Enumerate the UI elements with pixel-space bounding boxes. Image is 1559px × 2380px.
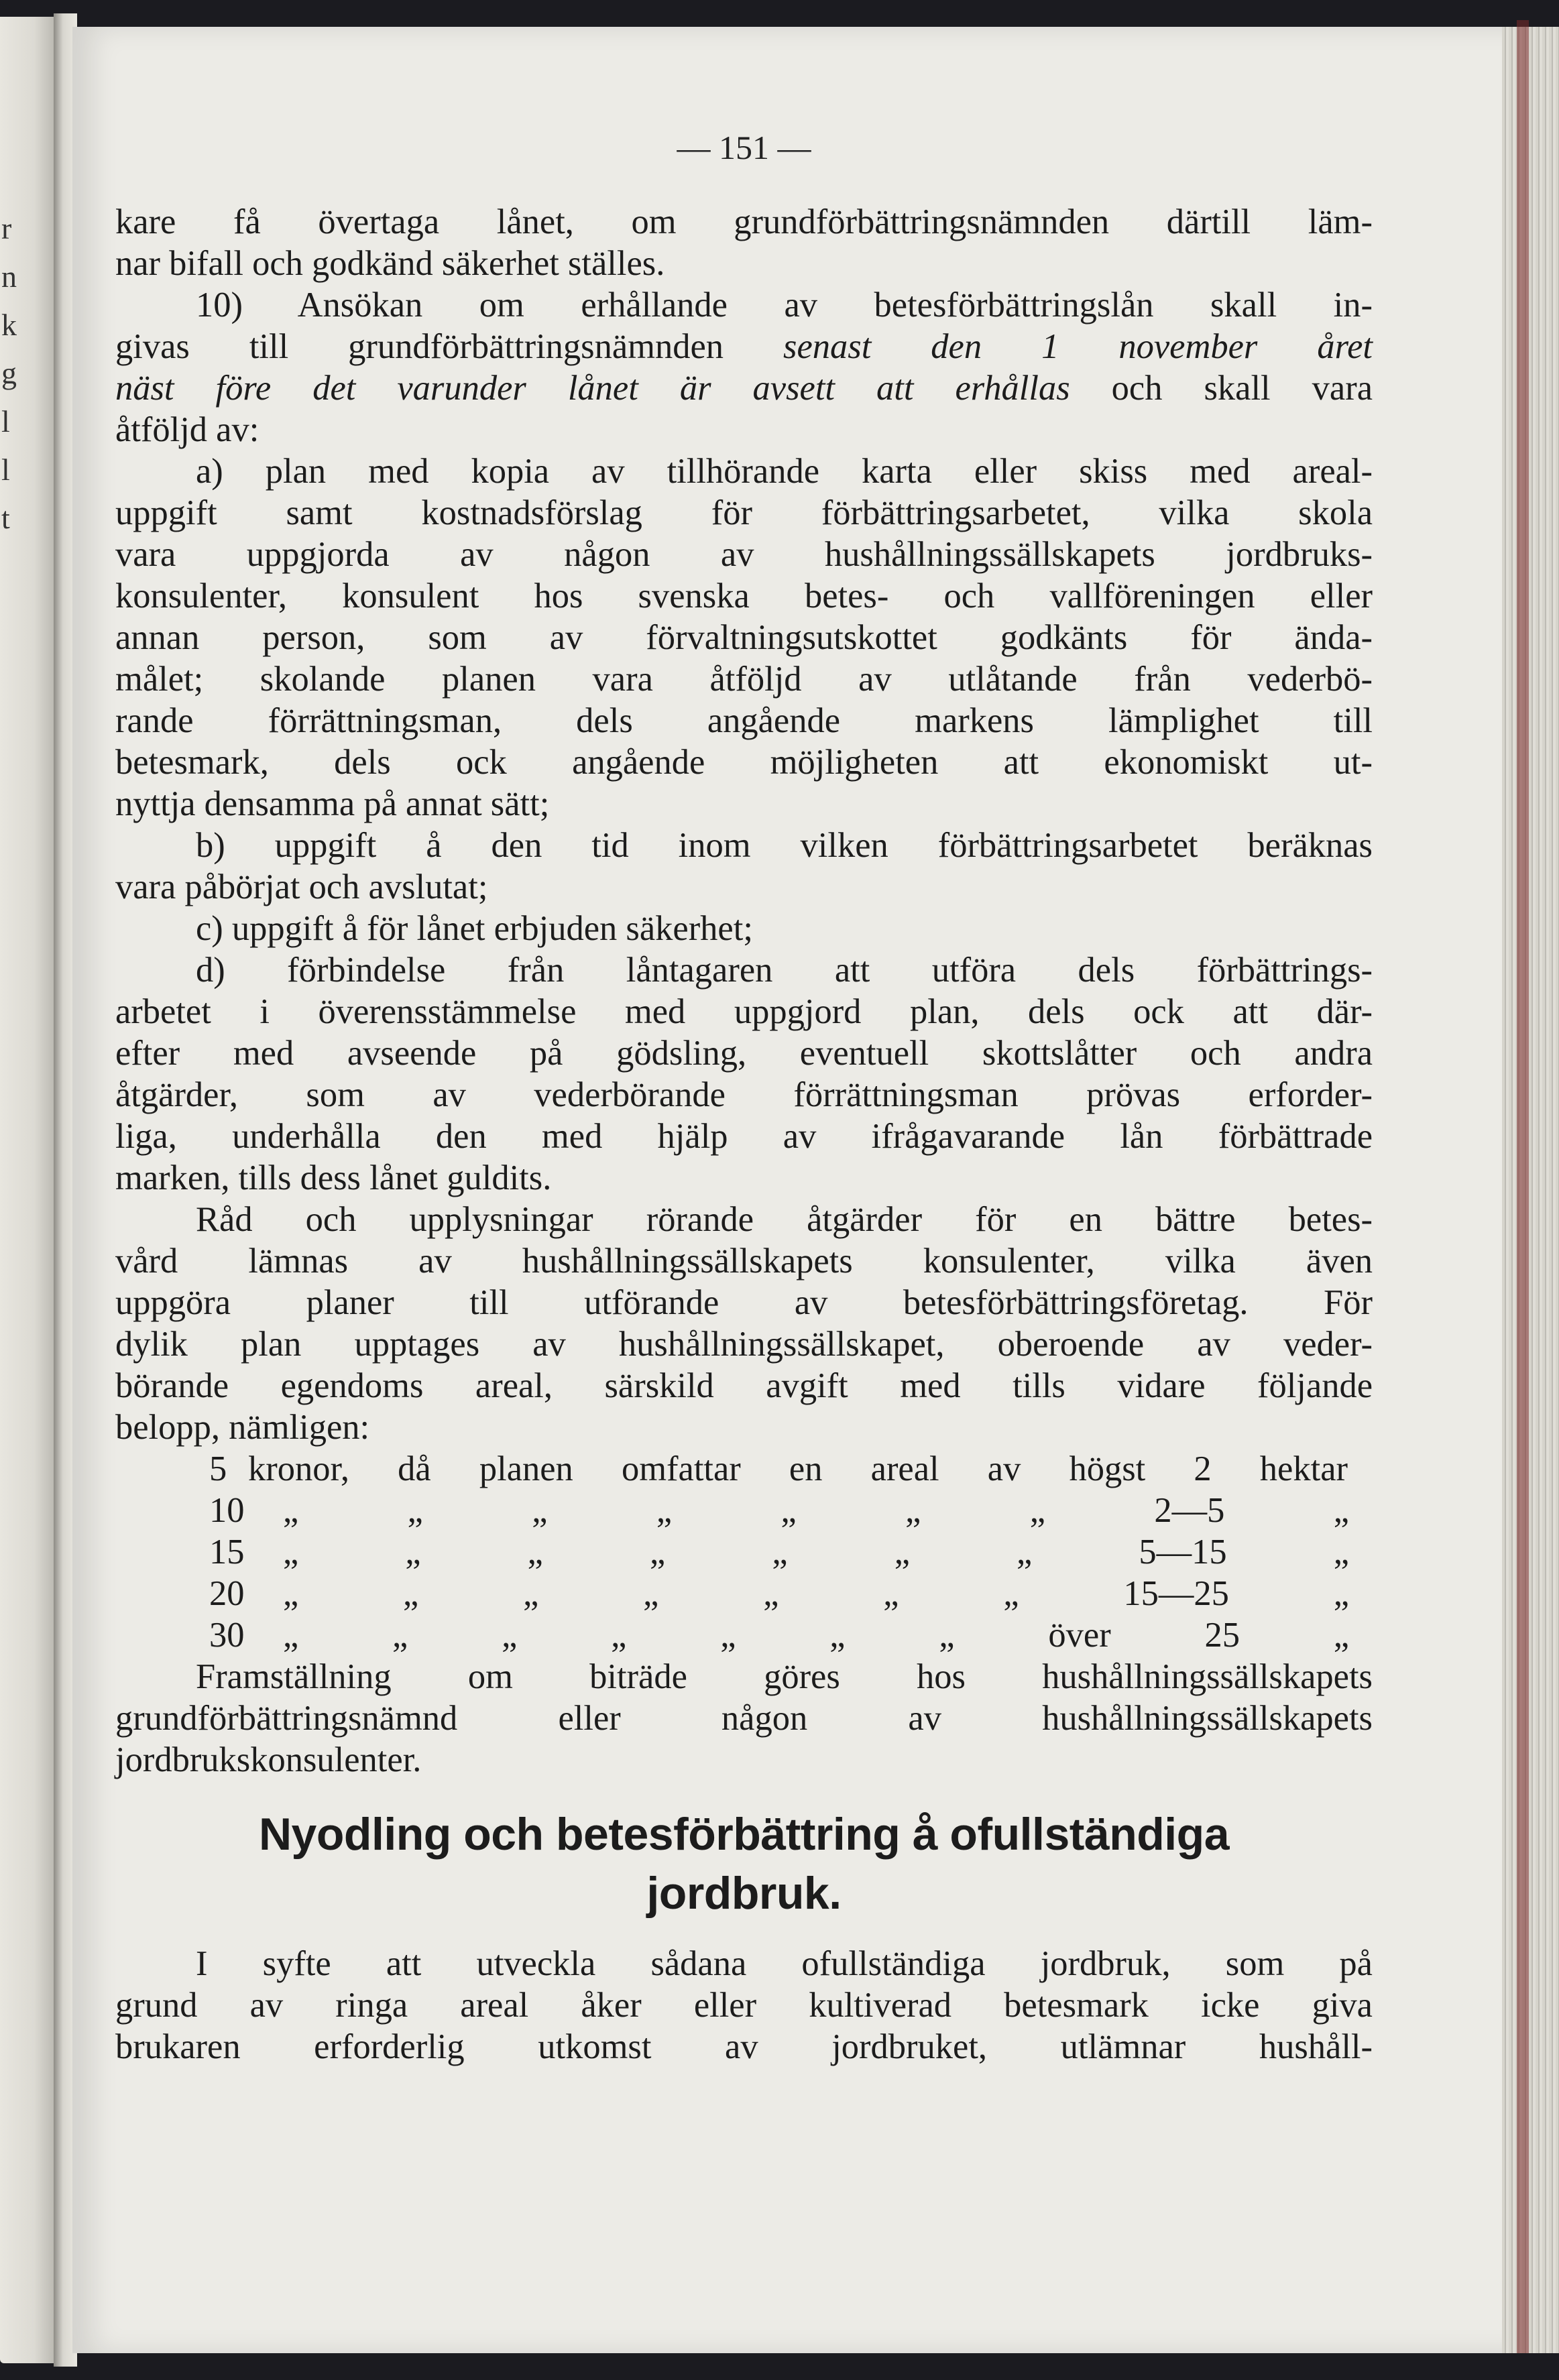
binding-cover-edge <box>1517 20 1529 2353</box>
fee-row <box>209 1490 1403 1531</box>
margin-letter: k <box>1 308 17 342</box>
text-line: nar bifall och godkänd säkerhet ställes. <box>115 244 665 283</box>
margin-letter: t <box>1 501 10 535</box>
fee-amount: 5 <box>209 1449 227 1488</box>
text-line: liga, underhålla den med hjälp av ifrågavarande lån förbättrade <box>115 1117 1373 1156</box>
text-line: jordbrukskonsulenter. <box>115 1740 422 1779</box>
text-line: I syfte att utveckla sådana ofullständiga jordbruk, som på <box>196 1944 1373 1983</box>
paragraph-10 <box>115 284 1373 451</box>
item-c <box>115 908 1373 949</box>
text-line: annan person, som av förvaltningsutskottet godkänts för ända- <box>115 618 1373 657</box>
text-line: belopp, nämligen: <box>115 1408 370 1447</box>
italic-phrase: näst före det varunder lånet är avsett att erhållas <box>115 369 1070 408</box>
text-line: marken, tills dess lånet guldits. <box>115 1158 552 1197</box>
fee-table <box>209 1448 1403 1656</box>
heading-line: Nyodling och betesförbättring å ofullständiga <box>258 1809 1230 1860</box>
fee-amount: 15 <box>209 1533 245 1571</box>
item-d <box>115 949 1373 1199</box>
text-line: åtgärder, som av vederbörande förrättningsman prövas erforder- <box>115 1075 1373 1114</box>
margin-letter: l <box>1 453 10 487</box>
text-line-mixed: givas till grundförbättringsnämnden senast den 1 november året <box>115 327 1373 366</box>
paragraph-advice <box>115 1199 1373 1448</box>
fee-row <box>209 1573 1403 1614</box>
text-line: 10) Ansökan om erhållande av betesförbättringslån skall in- <box>196 286 1373 324</box>
fee-amount: 10 <box>209 1491 245 1530</box>
text-line: d) förbindelse från låntagaren att utföra dels förbättrings- <box>196 951 1373 990</box>
text-line: börande egendoms areal, särskild avgift med tills vidare följande <box>115 1366 1373 1405</box>
text-line: uppgift samt kostnadsförslag för förbättringsarbetet, vilka skola <box>115 493 1373 532</box>
item-b <box>115 825 1373 908</box>
fee-description: „ „ „ „ „ „ „ över 25 „ <box>283 1616 1349 1655</box>
page-stack-edges <box>1502 27 1559 2353</box>
text-line: efter med avseende på gödsling, eventuell skottslåtter och andra <box>115 1034 1373 1073</box>
heading-line: jordbruk. <box>646 1868 842 1919</box>
text-line: vara uppgjorda av någon av hushållningssällskapets jordbruks- <box>115 535 1373 574</box>
text-line: vara påbörjat och avslutat; <box>115 868 488 906</box>
text-line: grund av ringa areal åker eller kultiverad betesmark icke giva <box>115 1986 1373 2025</box>
fee-description: „ „ „ „ „ „ „ 5—15 „ <box>283 1533 1349 1571</box>
fee-row <box>209 1614 1403 1656</box>
fee-description: kronor, då planen omfattar en areal av högst 2 hektar <box>248 1449 1348 1488</box>
text-line: b) uppgift å den tid inom vilken förbättringsarbetet beräknas <box>196 826 1373 865</box>
text-line: vård lämnas av hushållningssällskapets konsulenter, vilka även <box>115 1242 1373 1281</box>
paragraph-purpose <box>115 1943 1373 2068</box>
text-line: arbetet i överensstämmelse med uppgjord plan, dels ock att där- <box>115 992 1373 1031</box>
text-line-mixed: näst före det varunder lånet är avsett att erhållas och skall vara <box>115 369 1373 408</box>
text-line: dylik plan upptages av hushållningssällskapet, oberoende av veder- <box>115 1325 1373 1364</box>
item-a <box>115 451 1373 825</box>
text-line: uppgöra planer till utförande av betesförbättringsföretag. För <box>115 1283 1373 1322</box>
text-line: betesmark, dels ock angående möjligheten att ekonomiskt ut- <box>115 743 1373 782</box>
margin-letter: l <box>1 404 10 438</box>
fee-amount: 20 <box>209 1574 245 1613</box>
margin-letter: g <box>1 356 17 390</box>
fee-description: „ „ „ „ „ „ „ 15—25 „ <box>283 1574 1349 1613</box>
text-line: åtföljd av: <box>115 410 259 449</box>
text-line: nyttja densamma på annat sätt; <box>115 784 550 823</box>
section-heading <box>115 1805 1373 1923</box>
page-text <box>115 201 1373 2068</box>
text-line: grundförbättringsnämnd eller någon av hushållningssällskapets <box>115 1699 1373 1738</box>
text-line: brukaren erforderlig utkomst av jordbruket, utlämnar hushåll- <box>115 2027 1373 2066</box>
text-line: kare få övertaga lånet, om grundförbättringsnämnden därtill läm- <box>115 202 1373 241</box>
fee-row <box>209 1448 1403 1490</box>
text-line: Råd och upplysningar rörande åtgärder för en bättre betes- <box>196 1200 1373 1239</box>
facing-page-edge <box>0 17 57 2363</box>
text-line: rande förrättningsman, dels angående markens lämplighet till <box>115 701 1373 740</box>
italic-phrase: senast den 1 november året <box>783 327 1373 366</box>
margin-letter: n <box>1 259 17 294</box>
text-line: c) uppgift å för lånet erbjuden säkerhet; <box>196 909 753 948</box>
page-number: — 151 — <box>677 129 811 166</box>
fee-row <box>209 1531 1403 1573</box>
text-line: konsulenter, konsulent hos svenska betes- och vallföreningen eller <box>115 577 1373 615</box>
fee-amount: 30 <box>209 1616 245 1655</box>
paragraph-application <box>115 1656 1373 1781</box>
text-line: målet; skolande planen vara åtföljd av utlåtande från vederbö- <box>115 660 1373 699</box>
margin-letter: r <box>1 211 12 245</box>
text-line: Framställning om biträde göres hos hushållningssällskapets <box>196 1657 1373 1696</box>
text-line: a) plan med kopia av tillhörande karta eller skiss med areal- <box>196 452 1373 491</box>
facing-page-margin-letters <box>1 204 21 542</box>
paragraph-continuation <box>115 201 1373 284</box>
fee-description: „ „ „ „ „ „ „ 2—5 „ <box>283 1491 1349 1530</box>
